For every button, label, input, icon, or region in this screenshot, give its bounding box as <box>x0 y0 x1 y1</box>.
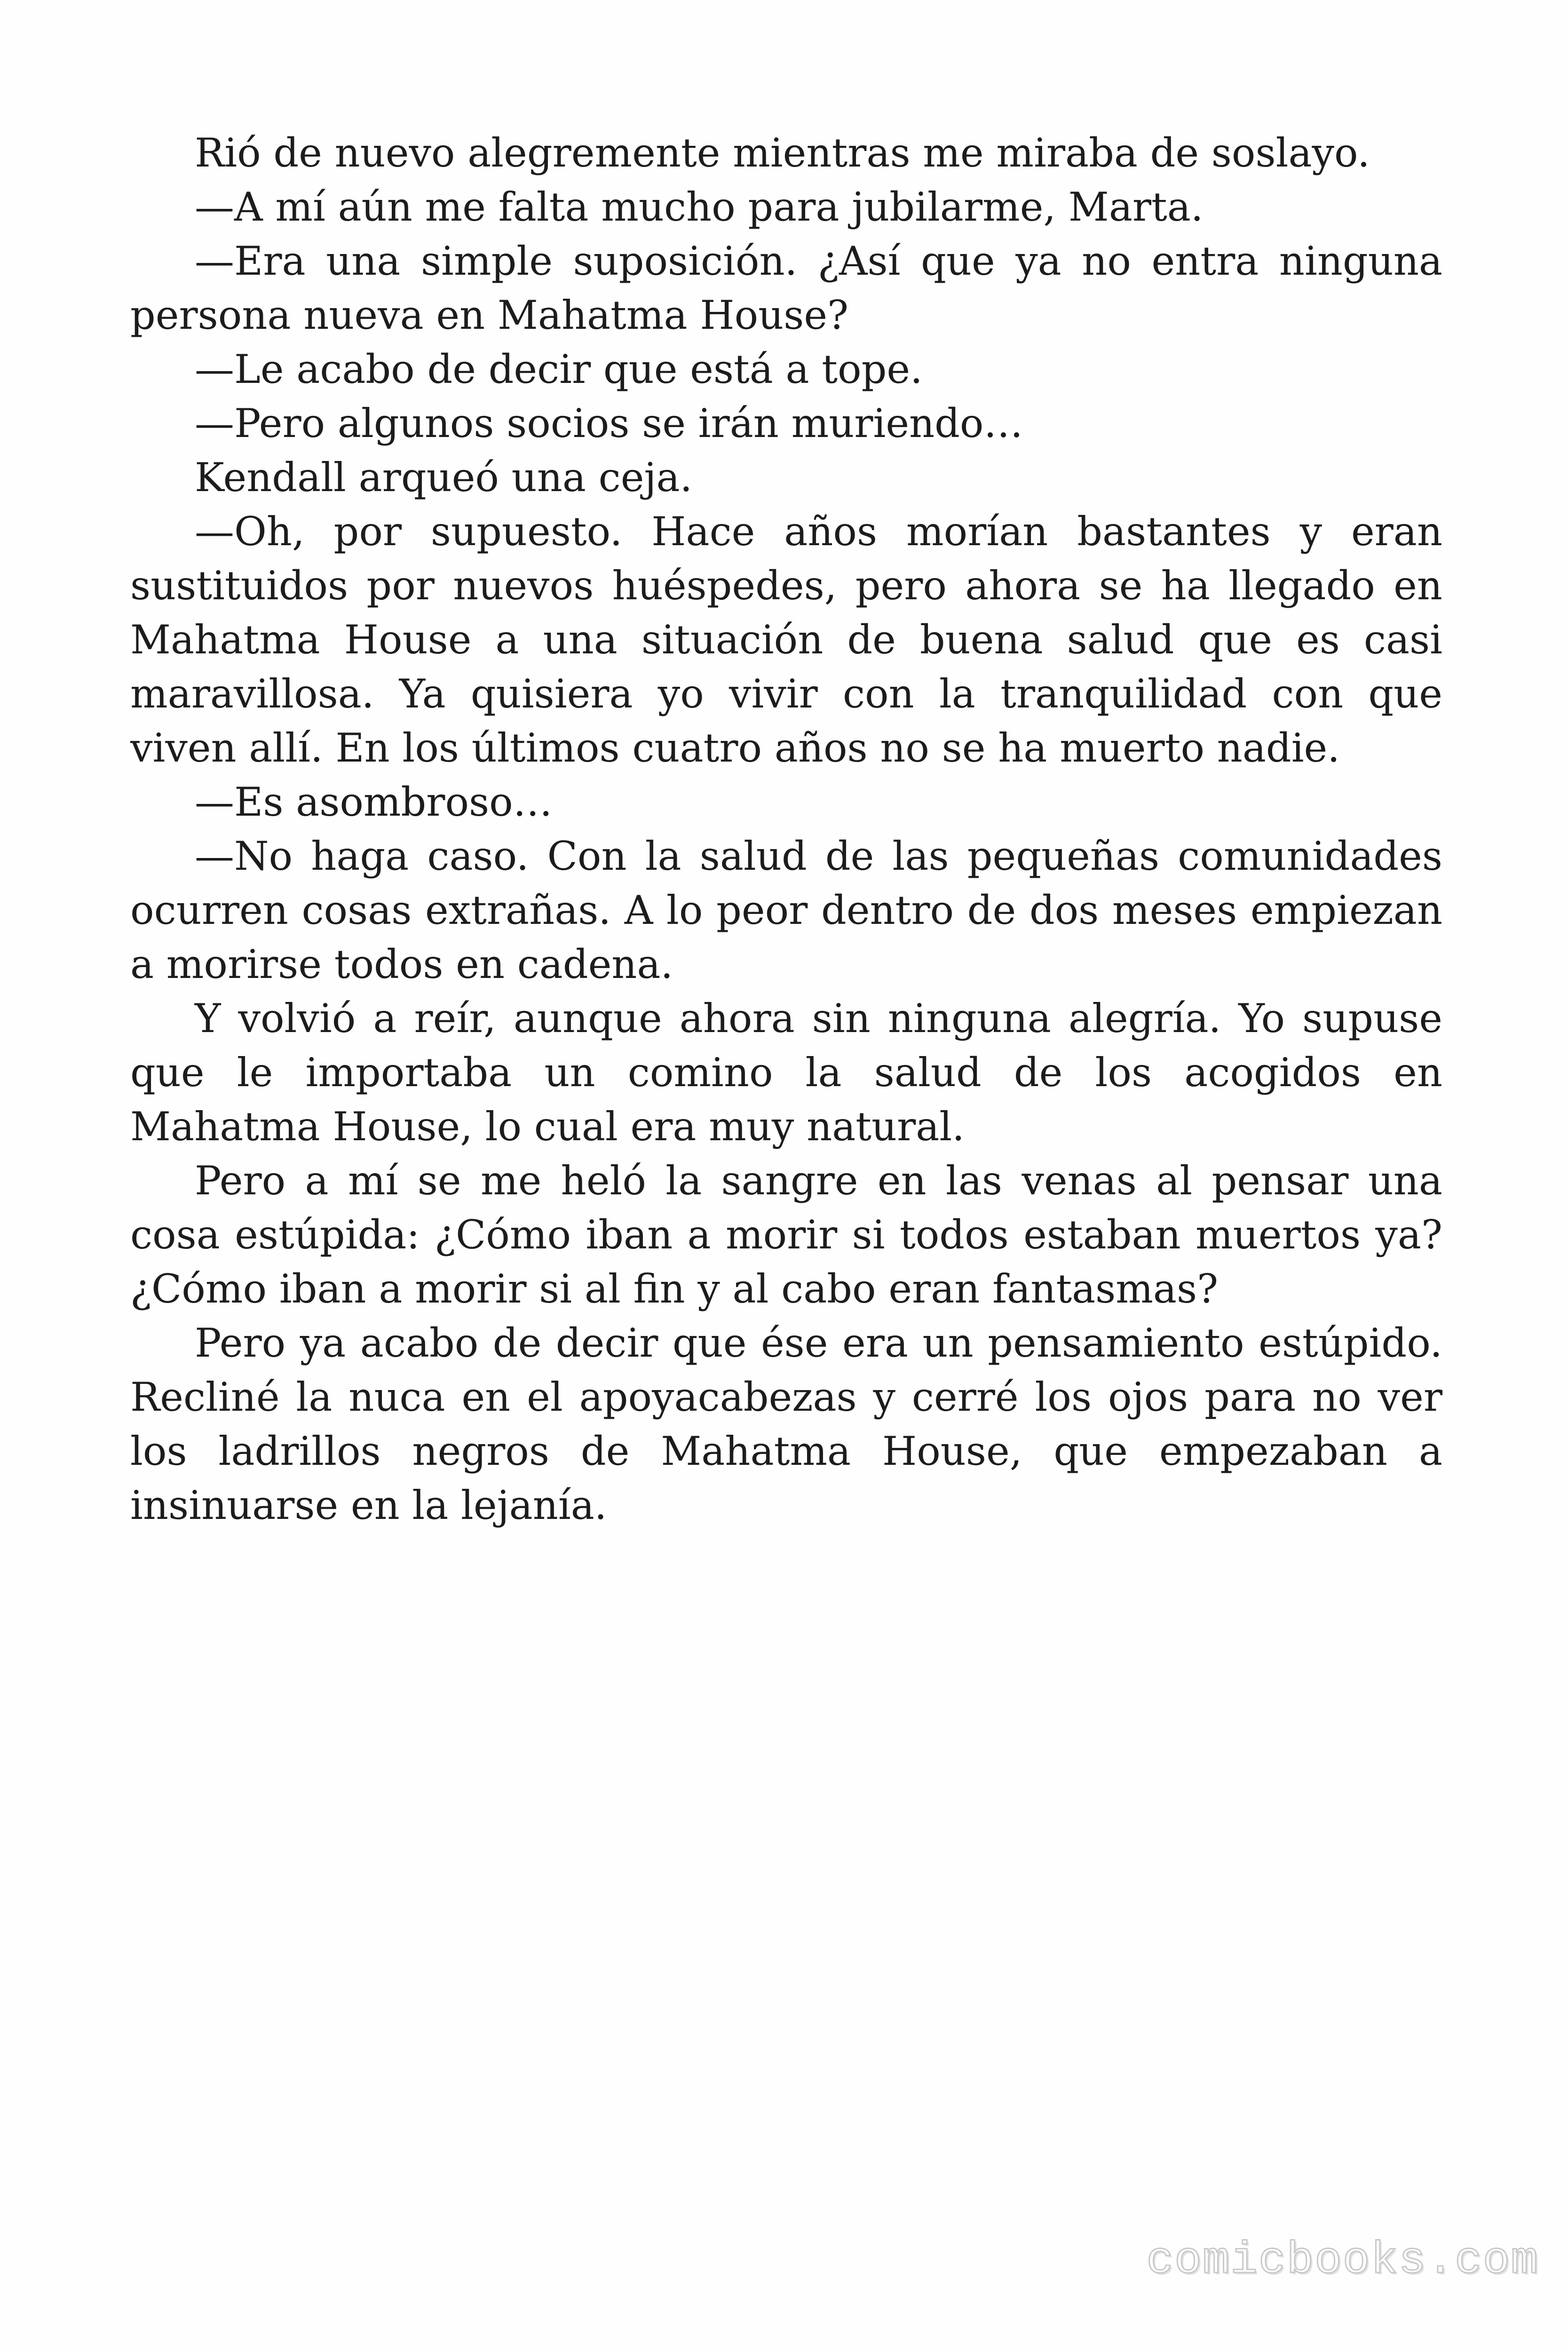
paragraph: Pero a mí se me heló la sangre en las venas al pensar una cosa estúpida: ¿Cómo iban a morir si todos estaban muertos ya? ¿Cómo iban a morir si al fin y al cabo eran fantasmas? <box>130 1158 1442 1312</box>
paragraph: Rió de nuevo alegremente mientras me miraba de soslayo. <box>195 130 1370 176</box>
paragraph: —No haga caso. Con la salud de las pequeñas comunidades ocurren cosas extrañas. A lo peor dentro de dos meses empiezan a morirse todos en cadena. <box>130 833 1442 987</box>
paragraph: —Es asombroso… <box>195 779 553 825</box>
paragraph: —Oh, por supuesto. Hace años morían bastantes y eran sustituidos por nuevos huéspedes, pero ahora se ha llegado en Mahatma House a una situación de buena salud que es casi maravillosa. Ya quisiera yo vivir con la tranquilidad con que viven allí. En los últimos cuatro años no se ha muerto nadie. <box>130 509 1442 771</box>
paragraph: —Era una simple suposición. ¿Así que ya no entra ninguna persona nueva en Mahatma House? <box>130 238 1442 338</box>
paragraph: —Le acabo de decir que está a tope. <box>195 346 923 392</box>
page-body-text <box>130 126 1442 1533</box>
paragraph: —A mí aún me falta mucho para jubilarme, Marta. <box>195 184 1204 230</box>
watermark-text: comicbooks.com <box>1146 2235 1539 2286</box>
paragraph: —Pero algunos socios se irán muriendo… <box>195 400 1023 446</box>
paragraph: Pero ya acabo de decir que ése era un pensamiento estúpido. Recliné la nuca en el apoyacabezas y cerré los ojos para no ver los ladrillos negros de Mahatma House, que empezaban a insinuarse en la lejanía. <box>130 1320 1442 1528</box>
paragraph: Y volvió a reír, aunque ahora sin ninguna alegría. Yo supuse que le importaba un comino la salud de los acogidos en Mahatma House, lo cual era muy natural. <box>130 995 1442 1150</box>
paragraph: Kendall arqueó una ceja. <box>195 454 693 501</box>
